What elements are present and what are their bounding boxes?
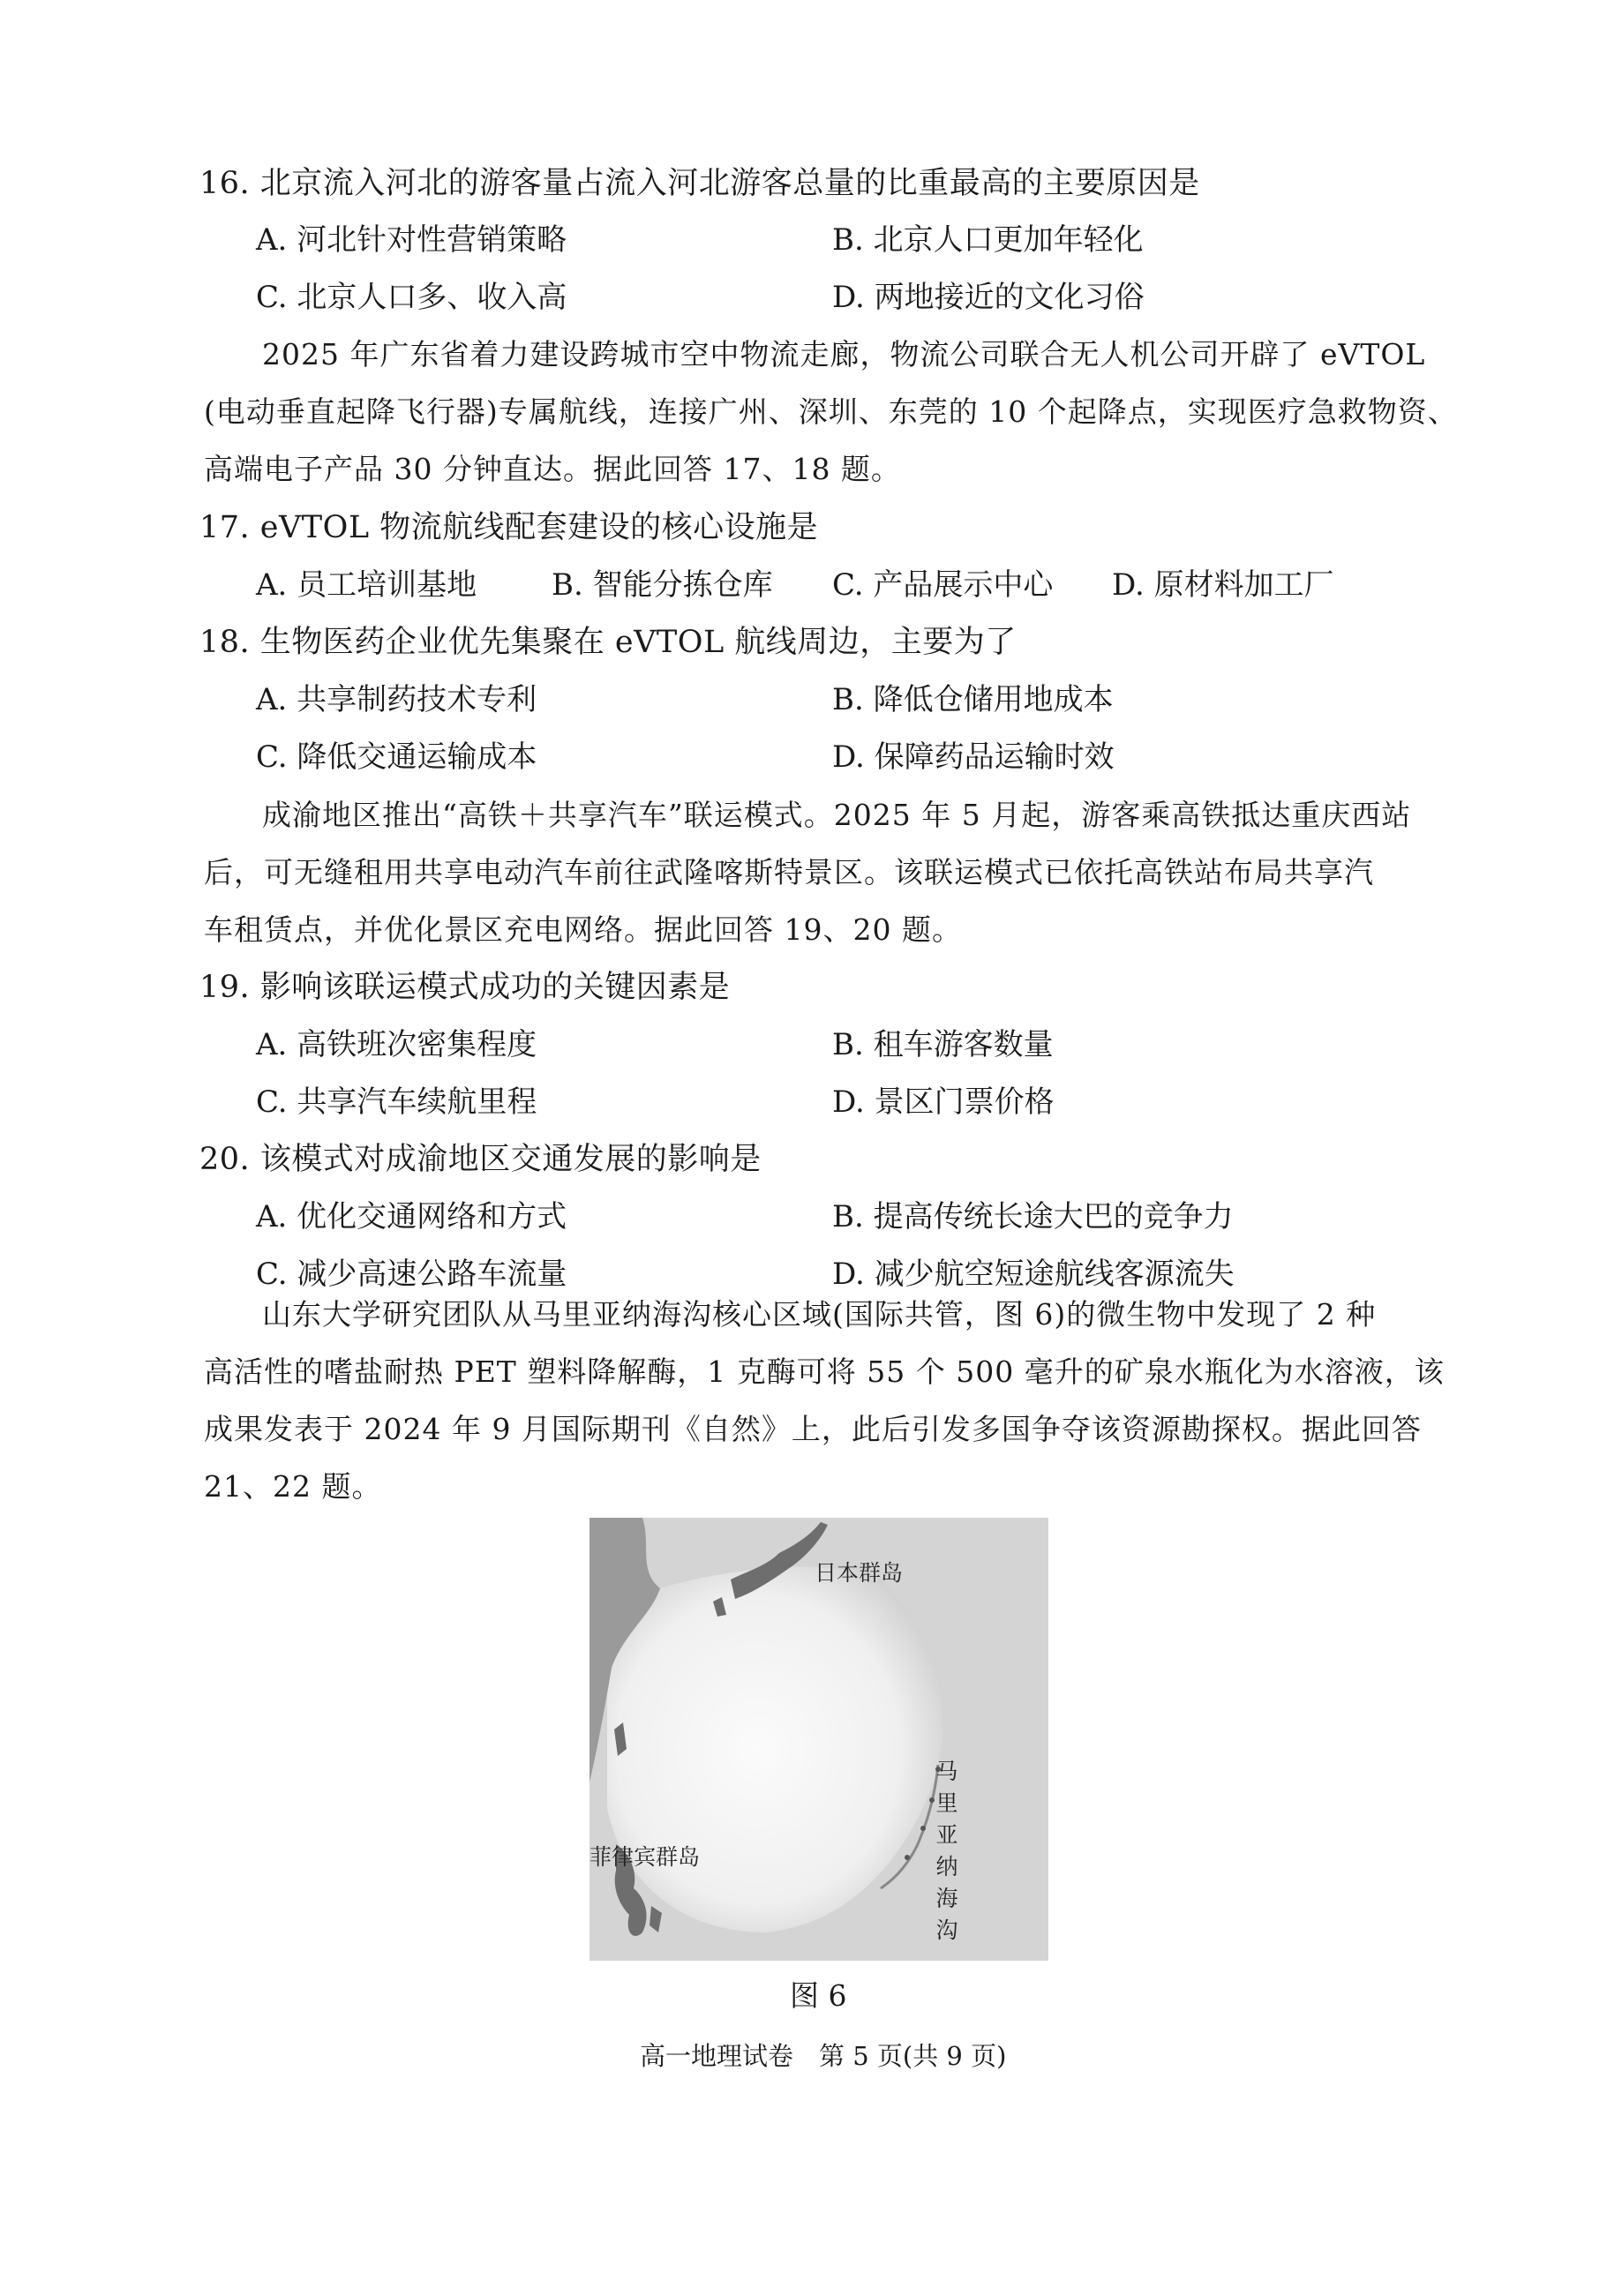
question-17-option-b: B. 智能分拣仓库 xyxy=(552,567,773,603)
question-17-stem: 17. eVTOL 物流航线配套建设的核心设施是 xyxy=(199,510,819,545)
passage-19-20-line-3: 车租赁点，并优化景区充电网络。据此回答 19、20 题。 xyxy=(204,912,962,947)
question-16-stem: 16. 北京流入河北的游客量占流入河北游客总量的比重最高的主要原因是 xyxy=(199,166,1200,201)
question-17-option-a: A. 员工培训基地 xyxy=(256,567,477,603)
label-mariana-trench: 马里亚纳海沟 xyxy=(935,1759,958,1943)
question-17-option-c: C. 产品展示中心 xyxy=(832,567,1054,603)
question-19-option-c: C. 共享汽车续航里程 xyxy=(256,1084,537,1120)
question-16-option-c: C. 北京人口多、收入高 xyxy=(256,280,567,315)
passage-21-22-line-3: 成果发表于 2024 年 9 月国际期刊《自然》上，此后引发多国争夺该资源勘探权。据此回答 xyxy=(204,1412,1422,1446)
question-19-option-a: A. 高铁班次密集程度 xyxy=(256,1027,537,1062)
question-20-option-a: A. 优化交通网络和方式 xyxy=(256,1199,567,1234)
question-19-option-d: D. 景区门票价格 xyxy=(832,1084,1055,1120)
question-16-option-a: A. 河北针对性营销策略 xyxy=(256,222,567,258)
figure-6-caption: 图 6 xyxy=(790,1978,847,2013)
question-18-option-d: D. 保障药品运输时效 xyxy=(832,739,1115,775)
passage-21-22-line-4: 21、22 题。 xyxy=(204,1469,382,1504)
label-philippines: 菲律宾群岛 xyxy=(589,1844,701,1870)
passage-17-18-line-1: 2025 年广东省着力建设跨城市空中物流走廊，物流公司联合无人机公司开辟了 eVTOL xyxy=(262,337,1426,371)
passage-21-22-line-2: 高活性的嗜盐耐热 PET 塑料降解酶，1 克酶可将 55 个 500 毫升的矿泉水瓶化为水溶液，该 xyxy=(204,1354,1445,1389)
question-20-stem: 20. 该模式对成渝地区交通发展的影响是 xyxy=(199,1142,762,1177)
passage-21-22-line-1: 山东大学研究团队从马里亚纳海沟核心区域(国际共管，图 6)的微生物中发现了 2 种 xyxy=(262,1297,1377,1332)
question-19-option-b: B. 租车游客数量 xyxy=(832,1027,1054,1062)
question-19-stem: 19. 影响该联运模式成功的关键因素是 xyxy=(199,970,731,1005)
question-20-option-d: D. 减少航空短途航线客源流失 xyxy=(832,1257,1235,1292)
question-17-option-d: D. 原材料加工厂 xyxy=(1112,567,1334,603)
question-20-option-c: C. 减少高速公路车流量 xyxy=(256,1257,567,1292)
page-footer: 高一地理试卷 第 5 页(共 9 页) xyxy=(640,2041,1007,2071)
question-20-option-b: B. 提高传统长途大巴的竞争力 xyxy=(832,1199,1234,1234)
question-18-option-c: C. 降低交通运输成本 xyxy=(256,739,537,775)
figure-6-map xyxy=(589,1518,1048,1961)
passage-17-18-line-2: (电动垂直起降飞行器)专属航线，连接广州、深圳、东莞的 10 个起降点，实现医疗急救物资、 xyxy=(204,394,1458,429)
question-18-stem: 18. 生物医药企业优先集聚在 eVTOL 航线周边，主要为了 xyxy=(199,625,1017,660)
passage-19-20-line-1: 成渝地区推出“高铁＋共享汽车”联运模式。2025 年 5 月起，游客乘高铁抵达重庆西站 xyxy=(262,798,1412,832)
question-16-option-b: B. 北京人口更加年轻化 xyxy=(832,222,1144,258)
passage-17-18-line-3: 高端电子产品 30 分钟直达。据此回答 17、18 题。 xyxy=(204,452,901,486)
question-18-option-a: A. 共享制药技术专利 xyxy=(256,682,537,717)
passage-19-20-line-2: 后，可无缝租用共享电动汽车前往武隆喀斯特景区。该联运模式已依托高铁站布局共享汽 xyxy=(204,855,1374,889)
question-18-option-b: B. 降低仓储用地成本 xyxy=(832,682,1114,717)
label-japan: 日本群岛 xyxy=(815,1560,904,1586)
question-16-option-d: D. 两地接近的文化习俗 xyxy=(832,280,1145,315)
